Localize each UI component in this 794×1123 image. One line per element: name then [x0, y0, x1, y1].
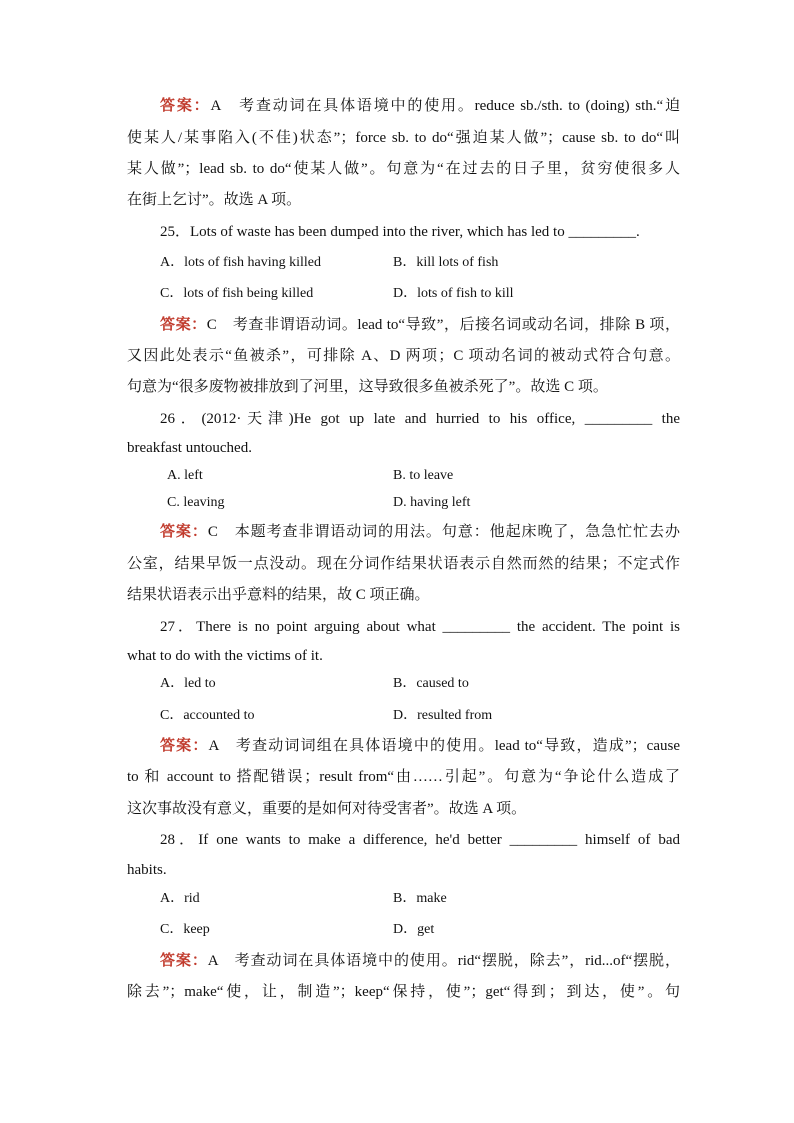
answer-label: 答案： — [160, 98, 211, 114]
question-28-option-c: C．keep — [160, 922, 210, 937]
question-26-stem-line-1: 26．(2012·天津)He got up late and hurried to his office, _________ the — [160, 411, 680, 427]
answer-25-line-1: 答案：C 考查非谓语动词。lead to“导致”，后接名词或动名词，排除 B 项， — [160, 317, 680, 333]
question-26-option-a: A. left — [167, 468, 203, 483]
answer-25-line-3: 句意为“很多废物被排放到了河里，这导致很多鱼被杀死了”。故选 C 项。 — [127, 379, 608, 395]
question-26-option-c: C. leaving — [167, 495, 225, 510]
answer-24-line-2: 使某人/某事陷入(不佳)状态”；force sb. to do“强迫某人做”；cause sb. to do“叫 — [127, 130, 680, 146]
answer-24-line-4: 在街上乞讨”。故选 A 项。 — [127, 192, 302, 208]
question-26-option-d: D. having left — [393, 495, 471, 510]
question-25-option-a: A．lots of fish having killed — [160, 255, 321, 270]
answer-label: 答案： — [160, 524, 208, 540]
answer-28-line-1: 答案：A 考查动词在具体语境中的使用。rid“摆脱，除去”，rid...of“摆脱， — [160, 953, 680, 969]
answer-26-line-1: 答案：C 本题考查非谓语动词的用法。句意：他起床晚了，急急忙忙去办 — [160, 524, 680, 540]
question-28-stem-line-1: 28．If one wants to make a difference, he'd better _________ himself of bad — [160, 832, 680, 848]
question-28-option-a: A．rid — [160, 891, 200, 906]
question-27-option-d: D．resulted from — [393, 708, 493, 723]
question-28-option-b: B．make — [393, 891, 447, 906]
answer-27-line-2: to 和 account to 搭配错误；result from“由……引起”。句意为“争论什么造成了 — [127, 769, 680, 785]
question-27-option-c: C．accounted to — [160, 708, 255, 723]
answer-24-line-3: 某人做”；lead sb. to do“使某人做”。句意为“在过去的日子里，贫穷使很多人 — [127, 161, 680, 177]
answer-label: 答案： — [160, 953, 208, 969]
question-25-option-b: B．kill lots of fish — [393, 255, 499, 270]
question-27-stem-line-1: 27．There is no point arguing about what _________ the accident. The point is — [160, 619, 680, 635]
question-25-stem: 25．Lots of waste has been dumped into the river, which has led to _________. — [160, 224, 640, 240]
question-27-stem-line-2: what to do with the victims of it. — [127, 648, 323, 664]
question-28-stem-line-2: habits. — [127, 862, 167, 878]
answer-27-line-3: 这次事故没有意义，重要的是如何对待受害者”。故选 A 项。 — [127, 801, 527, 817]
answer-label: 答案： — [160, 317, 207, 333]
question-27-option-b: B．caused to — [393, 676, 469, 691]
answer-24-line-1: 答案：A 考查动词在具体语境中的使用。reduce sb./sth. to (doing) sth.“迫 — [160, 98, 680, 114]
question-27-option-a: A．led to — [160, 676, 216, 691]
answer-25-line-2: 又因此处表示“鱼被杀”，可排除 A、D 两项；C 项动名词的被动式符合句意。 — [127, 348, 680, 364]
answer-26-line-2: 公室，结果早饭一点没动。现在分词作结果状语表示自然而然的结果；不定式作 — [127, 556, 680, 572]
answer-27-line-1: 答案：A 考查动词词组在具体语境中的使用。lead to“导致，造成”；cause — [160, 738, 680, 754]
question-26-option-b: B. to leave — [393, 468, 454, 483]
question-26-stem-line-2: breakfast untouched. — [127, 440, 252, 456]
question-25-option-d: D．lots of fish to kill — [393, 286, 514, 301]
answer-26-line-3: 结果状语表示出乎意料的结果，故 C 项正确。 — [127, 587, 430, 603]
question-25-option-c: C．lots of fish being killed — [160, 286, 314, 301]
answer-28-line-2: 除去”；make“使，让，制造”；keep“保持，使”；get“得到；到达，使”。句 — [127, 984, 680, 1000]
answer-label: 答案： — [160, 738, 209, 754]
question-28-option-d: D．get — [393, 922, 435, 937]
